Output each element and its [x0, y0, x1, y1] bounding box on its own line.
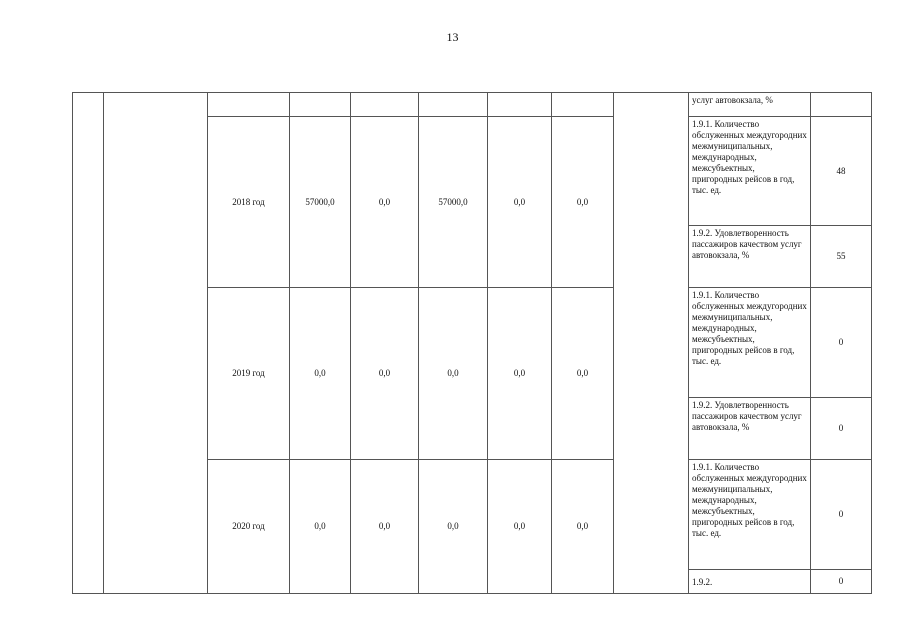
- cell-name-column: [104, 93, 208, 594]
- cell-indicator-value: 0: [811, 398, 872, 460]
- cell-indicator-value: 55: [811, 226, 872, 288]
- cell-value: 57000,0: [290, 117, 351, 288]
- table-row-continuation: [73, 93, 872, 117]
- cell-indicator-text: 1.9.1. Количество обслуженных междугородних межмуниципальных, международных, межсубъектных, пригородных рейсов в год, тыс. ед.: [689, 288, 811, 398]
- cell-value: 57000,0: [419, 117, 488, 288]
- cell-value: 0,0: [419, 288, 488, 460]
- cell-indicator-text: 1.9.1. Количество обслуженных междугородних межмуниципальных, международных, межсубъектных, пригородных рейсов в год, тыс. ед.: [689, 460, 811, 570]
- cell-value: [552, 93, 614, 117]
- cell-year: 2019 год: [208, 288, 290, 460]
- cell-indicator-text: услуг автовокзала, %: [689, 93, 811, 117]
- cell-indicator-text: 1.9.2.: [689, 570, 811, 594]
- cell-indicator-text: 1.9.2. Удовлетворенность пассажиров качеством услуг автовокзала, %: [689, 226, 811, 288]
- cell-indicator-value: [811, 93, 872, 117]
- cell-indicator-text: 1.9.1. Количество обслуженных междугородних межмуниципальных, международных, межсубъектных, пригородных рейсов в год, тыс. ед.: [689, 117, 811, 226]
- cell-executor-column: [614, 93, 689, 594]
- cell-indicator-value: 0: [811, 288, 872, 398]
- cell-value: [351, 93, 419, 117]
- cell-year: 2020 год: [208, 460, 290, 594]
- cell-value: 0,0: [351, 288, 419, 460]
- cell-indicator-text: 1.9.2. Удовлетворенность пассажиров качеством услуг автовокзала, %: [689, 398, 811, 460]
- cell-value: 0,0: [488, 288, 552, 460]
- cell-indicator-value: 48: [811, 117, 872, 226]
- cell-indicator-value: 0: [811, 460, 872, 570]
- cell-value: [290, 93, 351, 117]
- cell-value: 0,0: [351, 117, 419, 288]
- cell-number-column: [73, 93, 104, 594]
- page-number: 13: [446, 30, 459, 44]
- cell-value: 0,0: [488, 117, 552, 288]
- cell-value: 0,0: [552, 460, 614, 594]
- program-table: [72, 92, 872, 594]
- cell-value: 0,0: [290, 288, 351, 460]
- cell-value: 0,0: [290, 460, 351, 594]
- cell-value: 0,0: [351, 460, 419, 594]
- cell-period: [208, 93, 290, 117]
- cell-value: [419, 93, 488, 117]
- cell-value: 0,0: [488, 460, 552, 594]
- cell-value: 0,0: [419, 460, 488, 594]
- cell-value: 0,0: [552, 117, 614, 288]
- cell-indicator-value: 0: [811, 570, 872, 594]
- cell-value: [488, 93, 552, 117]
- cell-year: 2018 год: [208, 117, 290, 288]
- cell-value: 0,0: [552, 288, 614, 460]
